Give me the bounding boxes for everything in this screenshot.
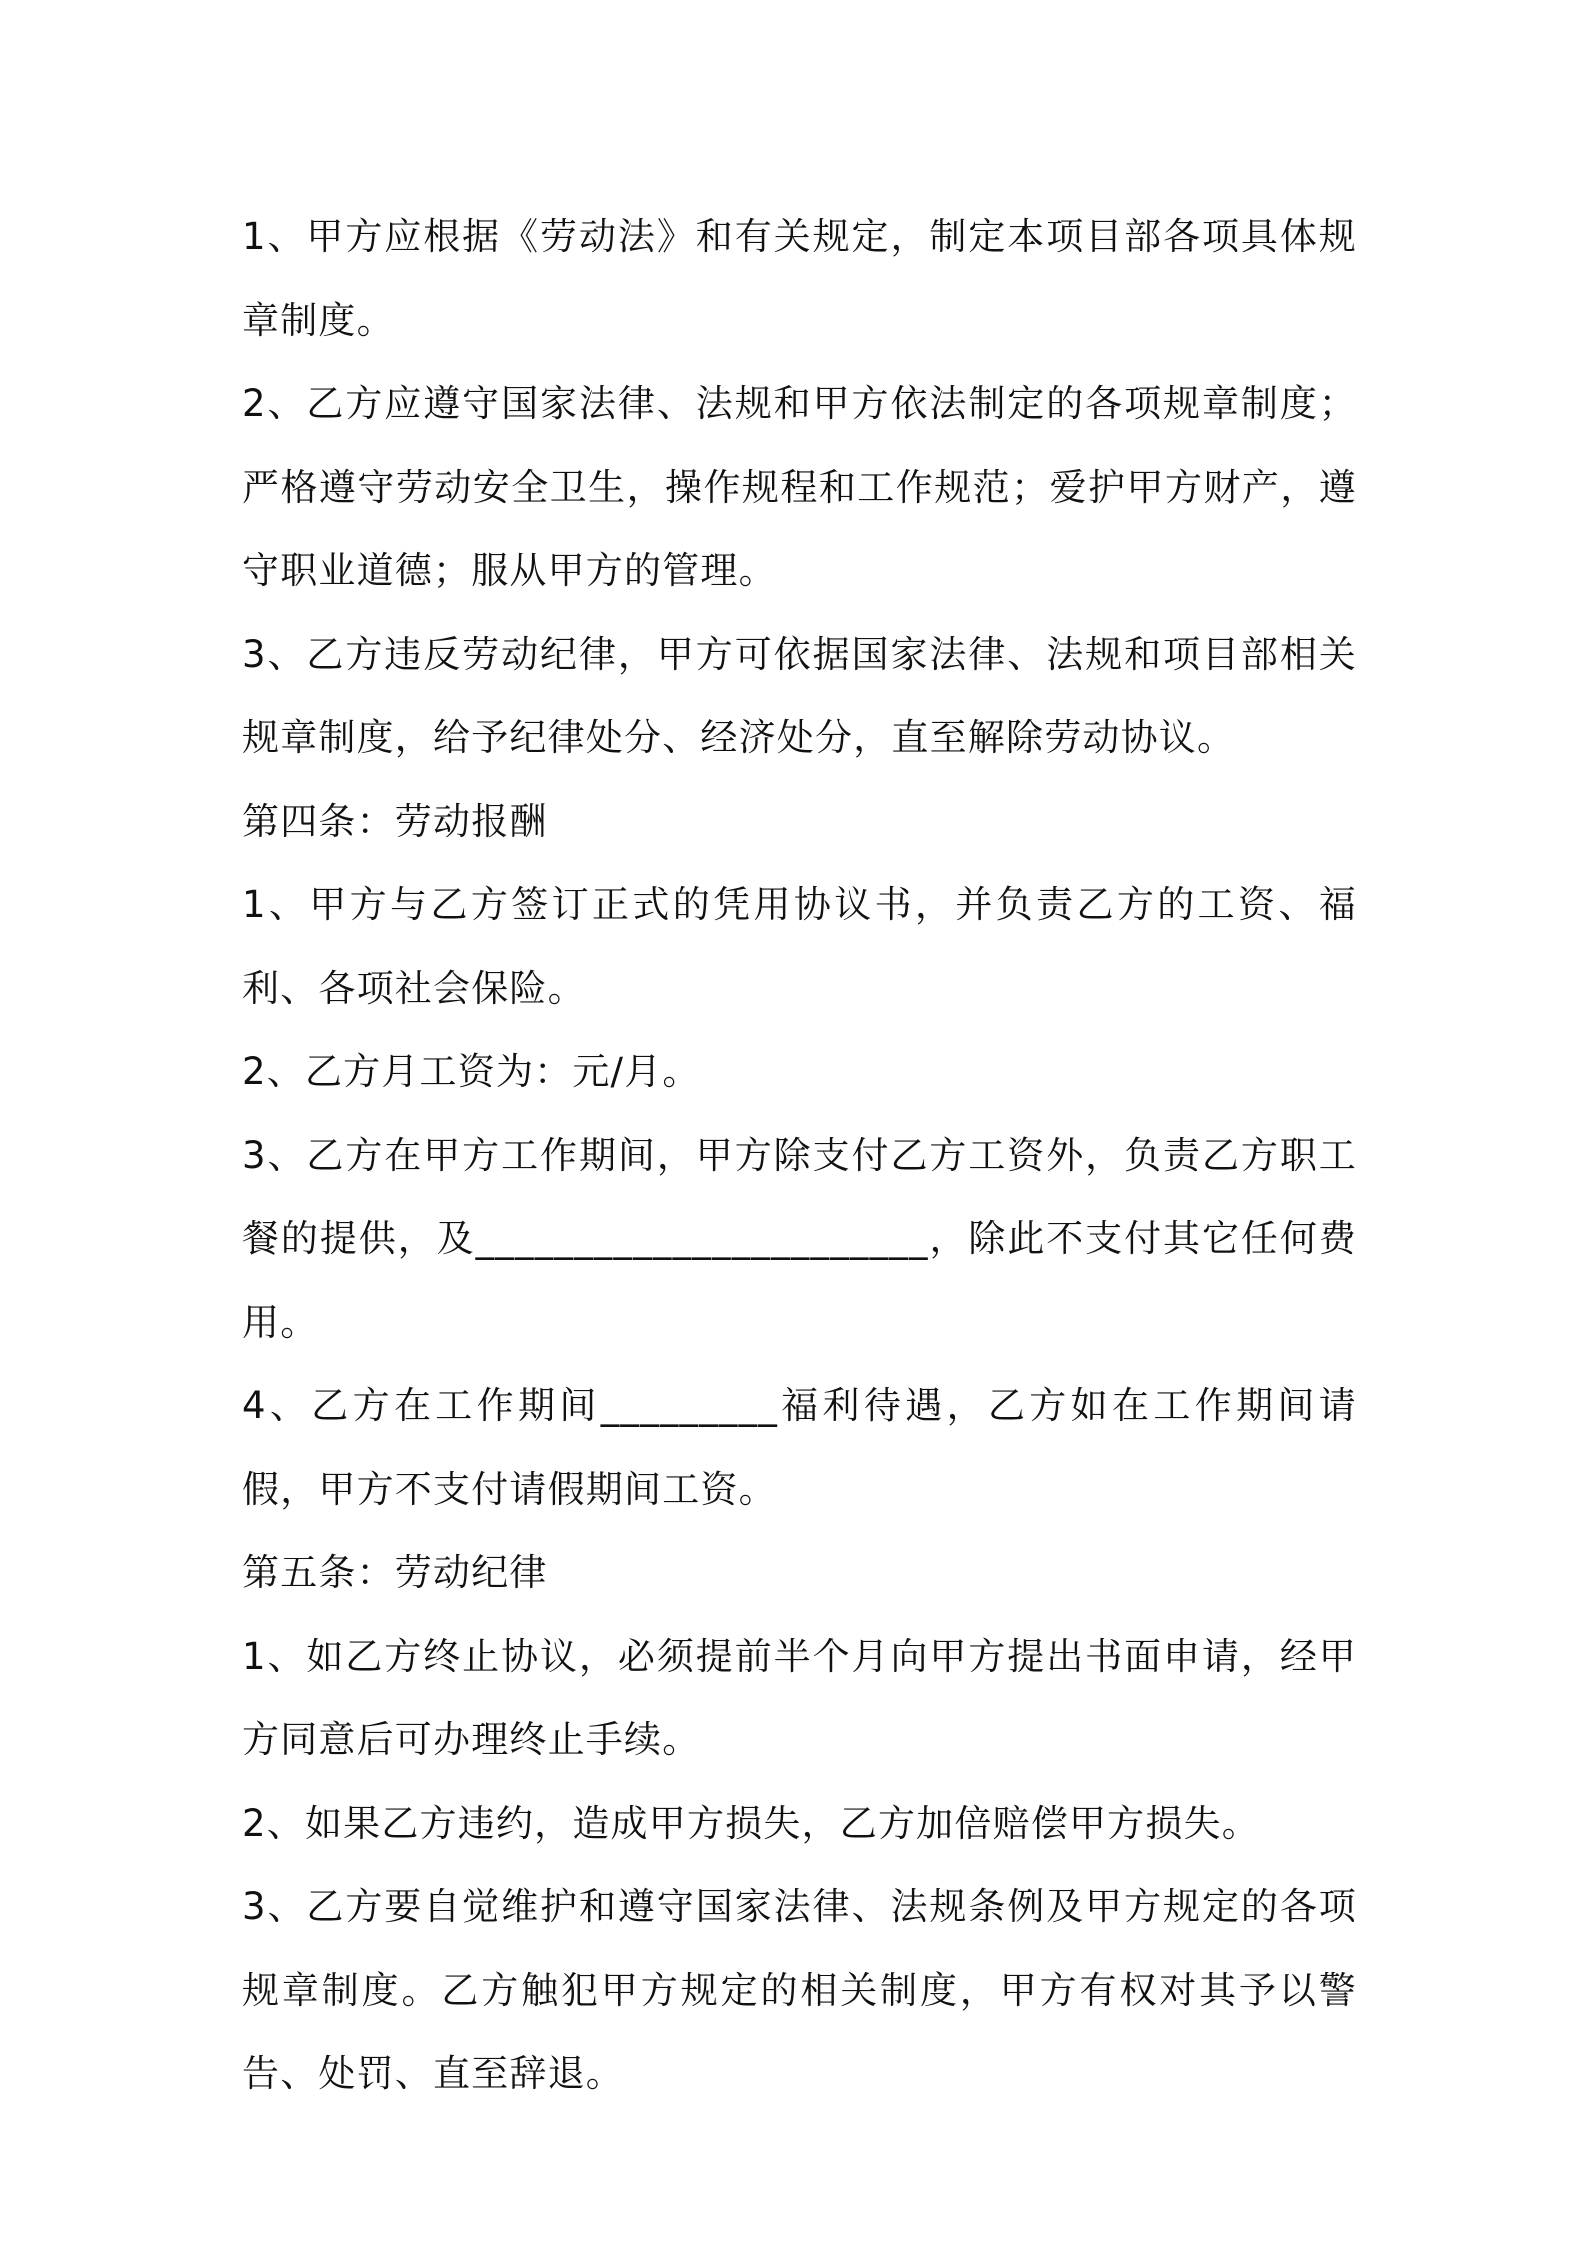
clause-5-item-3: 3、乙方要自觉维护和遵守国家法律、法规条例及甲方规定的各项规章制度。乙方触犯甲方规定的相关制度，甲方有权对其予以警告、处罚、直至辞退。 [242, 1885, 1357, 2095]
clause-4-item-1: 1、甲方与乙方签订正式的凭用协议书，并负责乙方的工资、福利、各项社会保险。 [242, 883, 1357, 1010]
document-body [242, 195, 1357, 2116]
clause-4-heading: 第四条：劳动报酬 [242, 799, 548, 843]
clause-3-item-3: 3、乙方违反劳动纪律，甲方可依据国家法律、法规和项目部相关规章制度，给予纪律处分、经济处分，直至解除劳动协议。 [242, 632, 1357, 759]
clause-4-item-4: 4、乙方在工作期间_________福利待遇，乙方如在工作期间请假，甲方不支付请假期间工资。 [242, 1384, 1357, 1511]
clause-3-item-1: 1、甲方应根据《劳动法》和有关规定，制定本项目部各项具体规章制度。 [242, 215, 1357, 342]
clause-5-heading: 第五条：劳动纪律 [242, 1551, 548, 1594]
clause-3-item-2: 2、乙方应遵守国家法律、法规和甲方依法制定的各项规章制度；严格遵守劳动安全卫生，操作规程和工作规范；爱护甲方财产，遵守职业道德；服从甲方的管理。 [242, 382, 1357, 592]
clause-4-item-2: 2、乙方月工资为：元/月。 [242, 1050, 701, 1093]
clause-5-item-2: 2、如果乙方违约，造成甲方损失，乙方加倍赔偿甲方损失。 [242, 1801, 1260, 1845]
clause-4-item-3: 3、乙方在甲方工作期间，甲方除支付乙方工资外，负责乙方职工餐的提供，及_______________________，除此不支付其它任何费用。 [242, 1133, 1357, 1344]
clause-5-item-1: 1、如乙方终止协议，必须提前半个月向甲方提出书面申请，经甲方同意后可办理终止手续。 [242, 1634, 1357, 1761]
